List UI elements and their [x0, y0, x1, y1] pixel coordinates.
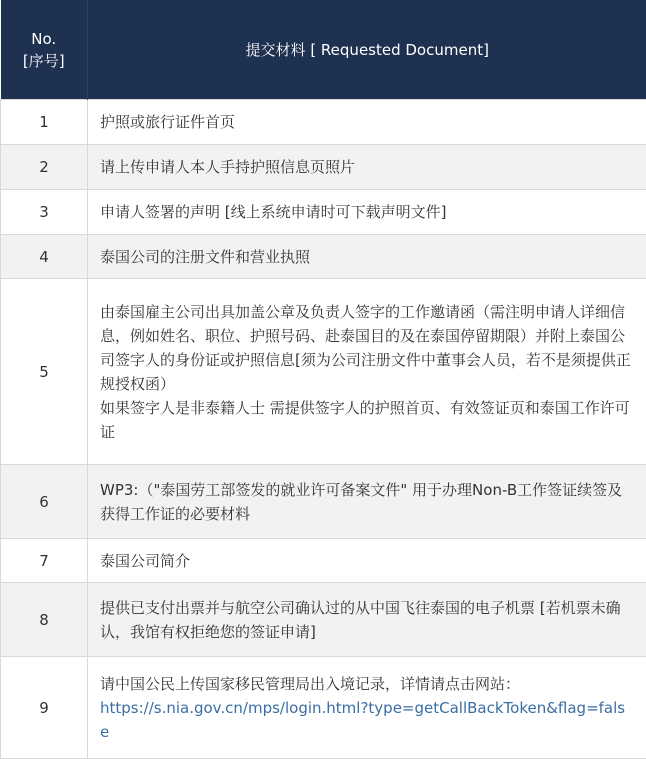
row-document: 提供已支付出票并与航空公司确认过的从中国飞往泰国的电子机票 [若机票未确认，我馆有权拒绝您的签证申请] [88, 583, 646, 657]
row-number: 8 [1, 583, 88, 657]
row-document-main: 由泰国雇主公司出具加盖公章及负责人签字的工作邀请函（需注明申请人详细信息，例如姓名、职位、护照号码、赴泰国目的及在泰国停留期限）并附上泰国公司签字人的身份证或护照信息[须为公司注册文件中董事会人员，若不是须提供正规授权函） [100, 300, 634, 396]
row-number: 7 [1, 539, 88, 583]
header-document: 提交材料 [ Requested Document] [88, 0, 646, 100]
row-document: 申请人签署的声明 [线上系统申请时可下载声明文件] [88, 190, 646, 235]
row-number: 2 [1, 145, 88, 190]
table-header-row [1, 0, 646, 100]
row-number: 4 [1, 235, 88, 279]
row-number: 3 [1, 190, 88, 235]
row-document: 请上传申请人本人手持护照信息页照片 [88, 145, 646, 190]
row-document-main: 请中国公民上传国家移民管理局出入境记录，详情请点击网站： [100, 672, 634, 696]
table-row [1, 100, 646, 145]
table-row [1, 539, 646, 583]
table-row [1, 583, 646, 657]
row-document: 泰国公司的注册文件和营业执照 [88, 235, 646, 279]
row-document: 护照或旅行证件首页 [88, 100, 646, 145]
table-row [1, 190, 646, 235]
header-number-en: No. [1, 28, 88, 50]
row-document-note: 如果签字人是非泰籍人士 需提供签字人的护照首页、有效签证页和泰国工作许可证 [100, 396, 634, 444]
table-row [1, 465, 646, 539]
nia-record-link[interactable]: https://s.nia.gov.cn/mps/login.html?type=getCallBackToken&flag=false [100, 696, 634, 744]
row-document [88, 657, 646, 759]
row-number: 6 [1, 465, 88, 539]
header-number [1, 0, 88, 100]
table-row [1, 235, 646, 279]
table-row [1, 279, 646, 465]
row-number: 5 [1, 279, 88, 465]
table-row [1, 657, 646, 759]
row-number: 1 [1, 100, 88, 145]
row-number: 9 [1, 657, 88, 759]
row-document [88, 279, 646, 465]
row-document: 泰国公司简介 [88, 539, 646, 583]
row-document: WP3:（"泰国劳工部签发的就业许可备案文件" 用于办理Non-B工作签证续签及获得工作证的必要材料 [88, 465, 646, 539]
header-number-cn: [序号] [1, 50, 88, 72]
table-row [1, 145, 646, 190]
